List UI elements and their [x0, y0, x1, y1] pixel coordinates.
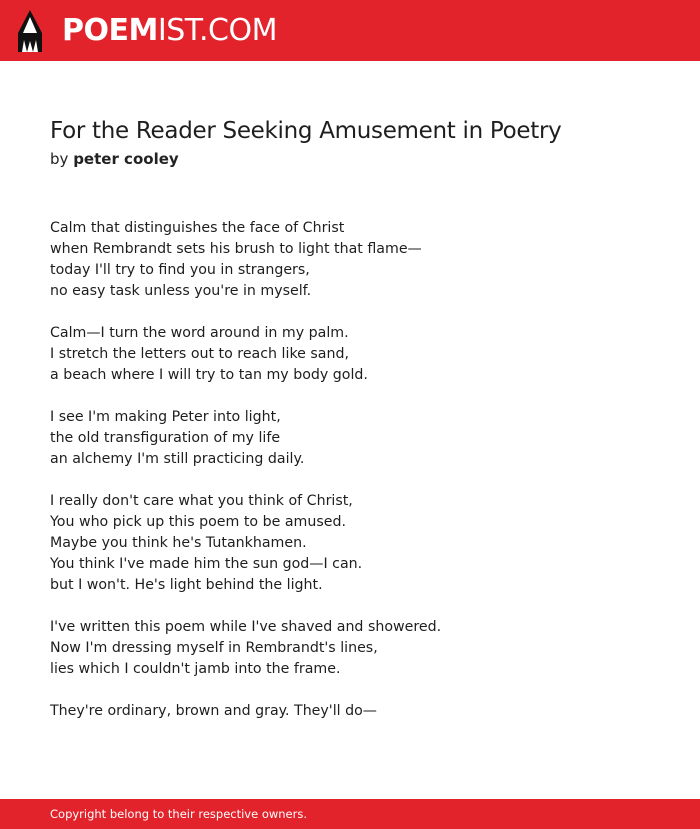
poem-line: lies which I couldn't jamb into the frame. — [50, 661, 341, 677]
stanza — [50, 491, 670, 596]
poem-line: I really don't care what you think of Christ, — [50, 493, 353, 509]
poem-line: Maybe you think he's Tutankhamen. — [50, 535, 307, 551]
stanza — [50, 701, 670, 722]
poem-line: Calm—I turn the word around in my palm. — [50, 325, 349, 341]
site-footer — [0, 799, 700, 829]
poem-line: an alchemy I'm still practicing daily. — [50, 451, 305, 467]
poem-line: Calm that distinguishes the face of Christ — [50, 220, 345, 236]
poem-line: when Rembrandt sets his brush to light that flame— — [50, 241, 422, 257]
poem-title: For the Reader Seeking Amusement in Poetry — [50, 118, 562, 144]
poem-line: no easy task unless you're in myself. — [50, 283, 312, 299]
poem-line: Now I'm dressing myself in Rembrandt's lines, — [50, 640, 378, 656]
poem-line: but I won't. He's light behind the light. — [50, 577, 323, 593]
logo-light-text: IST.COM — [157, 13, 277, 48]
poem-line: today I'll try to find you in strangers, — [50, 262, 310, 278]
by-label: by — [50, 150, 69, 168]
poem-line: a beach where I will try to tan my body gold. — [50, 367, 368, 383]
poem-line: You who pick up this poem to be amused. — [50, 514, 347, 530]
poem-body — [50, 218, 670, 743]
stanza — [50, 407, 670, 470]
poem-line: I see I'm making Peter into light, — [50, 409, 281, 425]
poem-line: I've written this poem while I've shaved and showered. — [50, 619, 442, 635]
pencil-logo-icon[interactable] — [18, 10, 42, 52]
stanza — [50, 323, 670, 386]
logo-bold-text: POEM — [62, 13, 158, 48]
copyright-text: Copyright belong to their respective owners. — [50, 807, 308, 821]
stanza — [50, 617, 670, 680]
site-header — [0, 0, 700, 61]
poem-line: the old transfiguration of my life — [50, 430, 281, 446]
poem-line: You think I've made him the sun god—I can. — [50, 556, 363, 572]
site-logo[interactable] — [62, 13, 277, 49]
poem-line: They're ordinary, brown and gray. They'll do— — [50, 703, 377, 719]
author-name: peter cooley — [73, 150, 179, 168]
byline — [50, 149, 179, 169]
poem-line: I stretch the letters out to reach like sand, — [50, 346, 349, 362]
stanza — [50, 218, 670, 302]
